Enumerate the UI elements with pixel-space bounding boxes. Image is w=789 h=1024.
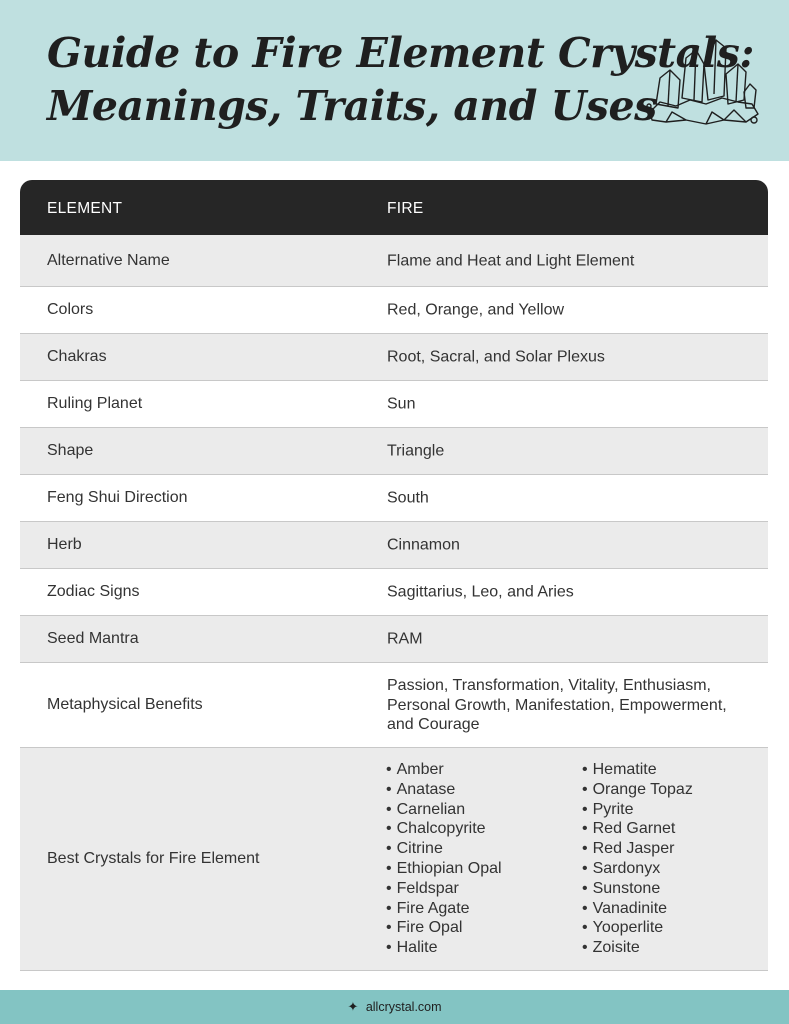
table-row (20, 475, 768, 522)
row-label: Shape (47, 442, 94, 459)
row-label: Alternative Name (47, 251, 170, 269)
row-label: Best Crystals for Fire Element (47, 850, 260, 867)
row-label: Seed Mantra (47, 630, 139, 647)
list-item: • Chalcopyrite (386, 819, 502, 839)
sparkle-icon: ✦ (347, 999, 359, 1014)
list-item: • Vanadinite (582, 899, 693, 919)
header-banner (0, 0, 789, 161)
row-value: South (387, 489, 429, 507)
list-item: • Orange Topaz (582, 780, 693, 800)
table-header (20, 180, 768, 235)
row-value: Sagittarius, Leo, and Aries (387, 583, 574, 601)
table-row (20, 428, 768, 475)
table-row (20, 569, 768, 616)
table-row (20, 334, 768, 381)
list-item: • Red Jasper (582, 839, 693, 859)
list-item: • Fire Opal (386, 918, 502, 938)
table-row (20, 522, 768, 569)
list-item: • Hematite (582, 760, 693, 780)
list-item: • Sunstone (582, 879, 693, 899)
list-item: • Red Garnet (582, 819, 693, 839)
table-row (20, 287, 768, 334)
row-value: Cinnamon (387, 536, 460, 554)
title-line-2: Meanings, Traits, and Uses (47, 82, 657, 130)
row-value: Triangle (387, 442, 445, 460)
table-row (20, 235, 768, 287)
title-line-1: Guide to Fire Element Crystals: (47, 29, 754, 77)
footer-site-link[interactable]: allcrystal.com (365, 1000, 442, 1014)
footer-bar (0, 990, 789, 1024)
crystal-list-column-a (386, 760, 502, 958)
row-value: Sun (387, 395, 416, 413)
list-item: • Feldspar (386, 879, 502, 899)
list-item: • Pyrite (582, 800, 693, 820)
row-label: Ruling Planet (47, 395, 143, 412)
crystal-list-column-b (582, 760, 693, 958)
row-label: Chakras (47, 348, 107, 365)
header-fire: FIRE (387, 200, 424, 217)
list-item: • Amber (386, 760, 502, 780)
table-row (20, 616, 768, 663)
list-item: • Yooperlite (582, 918, 693, 938)
list-item: • Fire Agate (386, 899, 502, 919)
crystal-cluster-icon (646, 34, 760, 126)
list-item: • Zoisite (582, 938, 693, 958)
row-value: Passion, Transformation, Vitality, Enthusiasm, Personal Growth, Manifestation, Empowerment, and Courage (387, 676, 727, 733)
list-item: • Sardonyx (582, 859, 693, 879)
table-row (20, 381, 768, 428)
row-label: Herb (47, 536, 82, 553)
row-label: Metaphysical Benefits (47, 696, 203, 713)
header-element: ELEMENT (47, 200, 123, 217)
list-item: • Halite (386, 938, 502, 958)
row-value: RAM (387, 630, 423, 648)
list-item: • Anatase (386, 780, 502, 800)
table-row-crystals (20, 748, 768, 971)
row-value: Flame and Heat and Light Element (387, 251, 635, 269)
list-item: • Citrine (386, 839, 502, 859)
row-label: Colors (47, 301, 94, 318)
row-label: Zodiac Signs (47, 583, 140, 600)
row-value: Red, Orange, and Yellow (387, 301, 565, 319)
table-row (20, 663, 768, 748)
list-item: • Ethiopian Opal (386, 859, 502, 879)
row-value: Root, Sacral, and Solar Plexus (387, 348, 605, 366)
fire-element-table (20, 180, 768, 971)
list-item: • Carnelian (386, 800, 502, 820)
row-label: Feng Shui Direction (47, 489, 188, 506)
